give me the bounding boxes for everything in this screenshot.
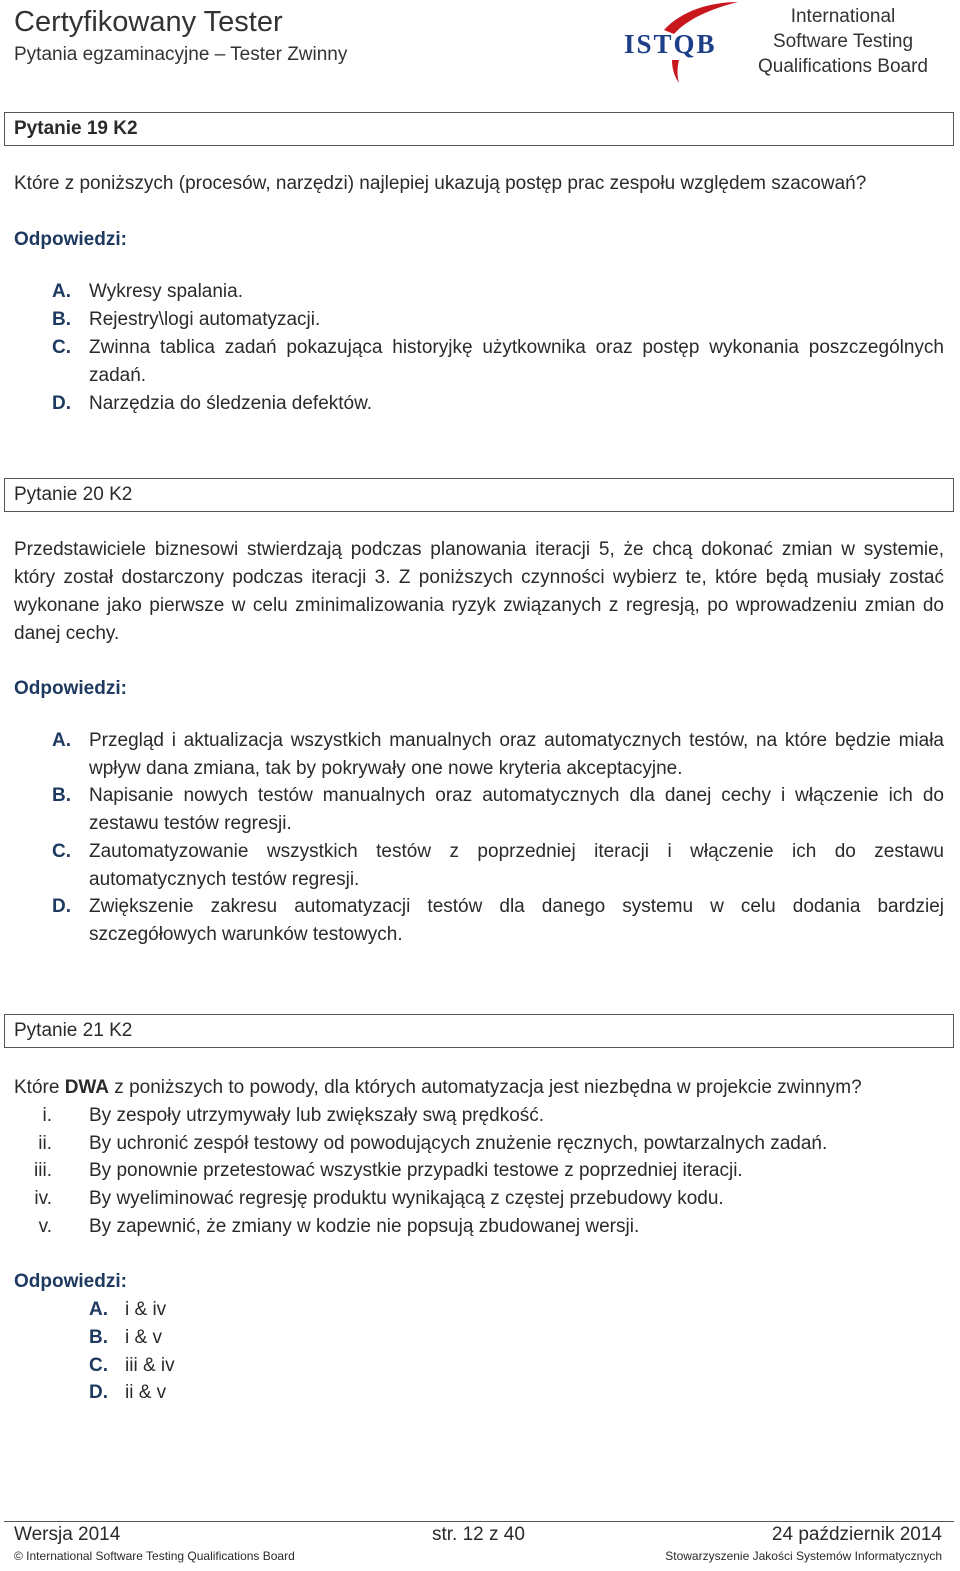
question-21-text [14, 1074, 862, 1102]
reason-text: By ponownie przetestować wszystkie przypadki testowe z poprzedniej iteracji. [89, 1160, 743, 1181]
option-letter: C. [89, 1355, 108, 1376]
reason-text: By wyeliminować regresję produktu wynikającą z częstej przebudowy kodu. [89, 1188, 724, 1209]
document-title: Certyfikowany Tester [14, 6, 283, 38]
footer-copyright: © International Software Testing Qualifications Board [14, 1549, 295, 1563]
option-text: Wykresy spalania. [89, 281, 243, 302]
option-letter: A. [89, 1299, 108, 1320]
footer-page-number: str. 12 z 40 [432, 1524, 525, 1545]
question-19-text: Które z poniższych (procesów, narzędzi) najlepiej ukazują postęp prac zespołu względem szacowań? [14, 173, 867, 194]
option-text: Rejestry\logi automatyzacji. [89, 309, 321, 330]
org-name [745, 4, 941, 79]
reason-text: By zespoły utrzymywały lub zwiększały swą prędkość. [89, 1105, 545, 1126]
reason-text: By zapewnić, że zmiany w kodzie nie popsują zbudowanej wersji. [89, 1216, 640, 1237]
org-line-2: Software Testing [772, 31, 914, 52]
reason-number: ii. [38, 1133, 52, 1154]
question-21-text-post: z poniższych to powody, dla których automatyzacja jest niezbędna w projekcie zwinnym? [109, 1077, 862, 1098]
option-letter: C. [52, 337, 71, 358]
istqb-logo [622, 0, 742, 84]
option-text: i & iv [125, 1299, 167, 1320]
reason-number: iv. [34, 1188, 52, 1209]
question-21-answers-label: Odpowiedzi: [14, 1271, 127, 1292]
question-20-header: Pytanie 20 K2 [4, 478, 954, 512]
option-text: iii & iv [125, 1355, 175, 1376]
option-letter: A. [52, 730, 71, 751]
option-text: Zautomatyzowanie wszystkich testów z poprzedniej iteracji i włączenie ich do zestawu automatycznych testów regresji. [89, 841, 944, 890]
option-text: i & v [125, 1327, 162, 1348]
org-line-3: Qualifications Board [757, 56, 929, 77]
footer-association: Stowarzyszenie Jakości Systemów Informatycznych [665, 1549, 942, 1563]
question-21-text-pre: Które [14, 1077, 65, 1098]
reason-number: iii. [34, 1160, 52, 1181]
option-letter: A. [52, 281, 71, 302]
footer-version: Wersja 2014 [14, 1524, 121, 1545]
option-text: Zwinna tablica zadań pokazująca historyjkę użytkownika oraz postęp wykonania poszczególnych zadań. [89, 337, 944, 386]
option-letter: D. [52, 896, 71, 917]
option-letter: D. [89, 1382, 108, 1403]
org-line-1: International [790, 6, 896, 27]
logo-text: ISTQB [624, 29, 717, 59]
logo-tail [672, 60, 679, 83]
option-letter: B. [52, 785, 71, 806]
option-letter: B. [89, 1327, 108, 1348]
option-text: Narzędzia do śledzenia defektów. [89, 393, 373, 414]
option-letter: D. [52, 393, 71, 414]
question-20-text: Przedstawiciele biznesowi stwierdzają podczas planowania iteracji 5, że chcą dokonać zmian w systemie, który został dostarczony podczas iteracji 3. Z poniższych czynności wybierz te, które będą musiały zostać wykonane jako pierwsze w celu zminimalizowania ryzyk związanych z regresją, po wprowadzeniu zmian do danej cechy. [14, 539, 944, 644]
option-letter: B. [52, 309, 71, 330]
reason-number: v. [38, 1216, 52, 1237]
option-letter: C. [52, 841, 71, 862]
option-text: Zwiększenie zakresu automatyzacji testów dla danego systemu w celu dodania bardziej szczegółowych warunków testowych. [89, 896, 944, 945]
option-text: Napisanie nowych testów manualnych oraz automatycznych dla danej cechy i włączenie ich do zestawu testów regresji. [89, 785, 944, 834]
question-19-answers-label: Odpowiedzi: [14, 229, 127, 250]
option-text: ii & v [125, 1382, 167, 1403]
reason-number: i. [42, 1105, 52, 1126]
question-19-header: Pytanie 19 K2 [4, 112, 954, 146]
document-subtitle: Pytania egzaminacyjne – Tester Zwinny [14, 44, 348, 65]
footer-divider [4, 1521, 954, 1522]
question-20-answers-label: Odpowiedzi: [14, 678, 127, 699]
reason-text: By uchronić zespół testowy od powodujących znużenie ręcznych, powtarzalnych zadań. [89, 1133, 828, 1154]
option-text: Przegląd i aktualizacja wszystkich manualnych oraz automatycznych testów, na które będzie miała wpływ dana zmiana, tak by pokrywały one nowe kryteria akceptacyjne. [89, 730, 944, 779]
question-21-text-emphasis: DWA [64, 1077, 110, 1098]
footer-date: 24 październik 2014 [771, 1524, 942, 1545]
question-21-header: Pytanie 21 K2 [4, 1014, 954, 1048]
